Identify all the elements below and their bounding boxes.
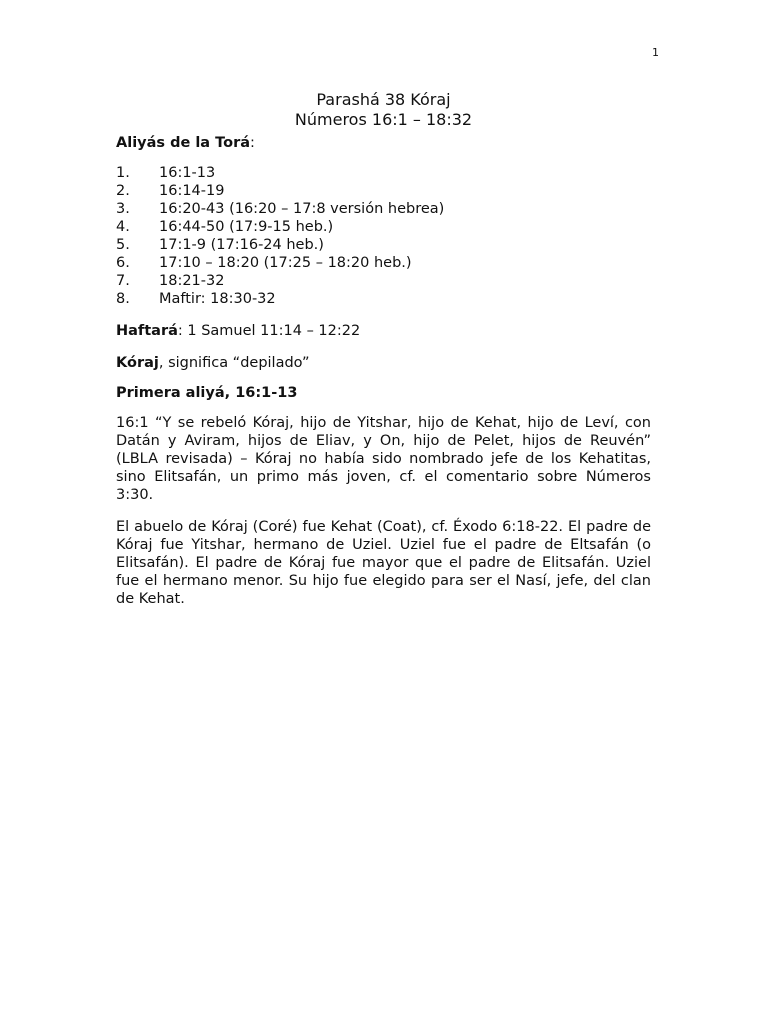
title-line-1: Parashá 38 Kóraj — [316, 90, 451, 109]
list-item — [116, 236, 651, 254]
list-item-number: 1. — [116, 165, 130, 181]
list-item-text: 16:20-43 (16:20 – 17:8 versión hebrea) — [159, 201, 445, 217]
aliyas-heading-suffix: : — [250, 135, 255, 151]
paragraph-verse-16-1: 16:1 “Y se rebeló Kóraj, hijo de Yitshar, hijo de Kehat, hijo de Leví, con Datán y Aviram, hijos de Eliav, y On, hijo de Pelet, hijos de Reuvén” (LBLA revisada) – Kóraj no había sido nombrado jefe de los Kehatitas, sino Elitsafán, un primo más joven, cf. el comentario sobre Números 3:30. — [116, 415, 651, 503]
list-item-text: 17:10 – 18:20 (17:25 – 18:20 heb.) — [159, 255, 412, 271]
list-item-number: 8. — [116, 291, 130, 307]
list-item-number: 7. — [116, 273, 130, 289]
list-item-number: 3. — [116, 201, 130, 217]
koraj-label: Kóraj — [116, 355, 159, 371]
koraj-meaning-line — [116, 354, 651, 372]
haftara-text: : 1 Samuel 11:14 – 12:22 — [177, 323, 361, 339]
title-line-2: Números 16:1 – 18:32 — [294, 110, 473, 129]
aliyas-list — [116, 164, 651, 308]
aliyas-heading — [116, 134, 651, 152]
list-item — [116, 182, 651, 200]
list-item-number: 2. — [116, 183, 130, 199]
list-item-text: 16:14-19 — [159, 183, 225, 199]
list-item — [116, 272, 651, 290]
list-item — [116, 218, 651, 236]
list-item-number: 5. — [116, 237, 130, 253]
list-item — [116, 290, 651, 308]
list-item-text: 17:1-9 (17:16-24 heb.) — [159, 237, 324, 253]
list-item-number: 4. — [116, 219, 130, 235]
haftara-line — [116, 322, 651, 340]
haftara-label: Haftará — [116, 323, 178, 339]
list-item-text: 16:1-13 — [159, 165, 216, 181]
list-item-text: 16:44-50 (17:9-15 heb.) — [159, 219, 334, 235]
paragraph-genealogy: El abuelo de Kóraj (Coré) fue Kehat (Coat), cf. Éxodo 6:18-22. El padre de Kóraj fue Yitshar, hermano de Uziel. Uziel fue el padre de Eltsafán (o Elitsafán). El padre de Kóraj fue mayor que el padre de Elitsafán. Uziel fue el hermano menor. Su hijo fue elegido para ser el Nasí, jefe, del clan de Kehat. — [116, 519, 651, 607]
list-item-text: Maftir: 18:30-32 — [159, 291, 276, 307]
list-item — [116, 200, 651, 218]
document-title — [116, 90, 651, 130]
list-item-text: 18:21-32 — [159, 273, 225, 289]
primera-aliya-heading: Primera aliyá, 16:1-13 — [116, 385, 298, 401]
page-number: 1 — [652, 46, 659, 59]
koraj-text: , significa “depilado” — [158, 355, 310, 371]
list-item — [116, 164, 651, 182]
document-body — [116, 90, 651, 622]
list-item-number: 6. — [116, 255, 130, 271]
aliyas-heading-label: Aliyás de la Torá — [116, 135, 251, 151]
list-item — [116, 254, 651, 272]
